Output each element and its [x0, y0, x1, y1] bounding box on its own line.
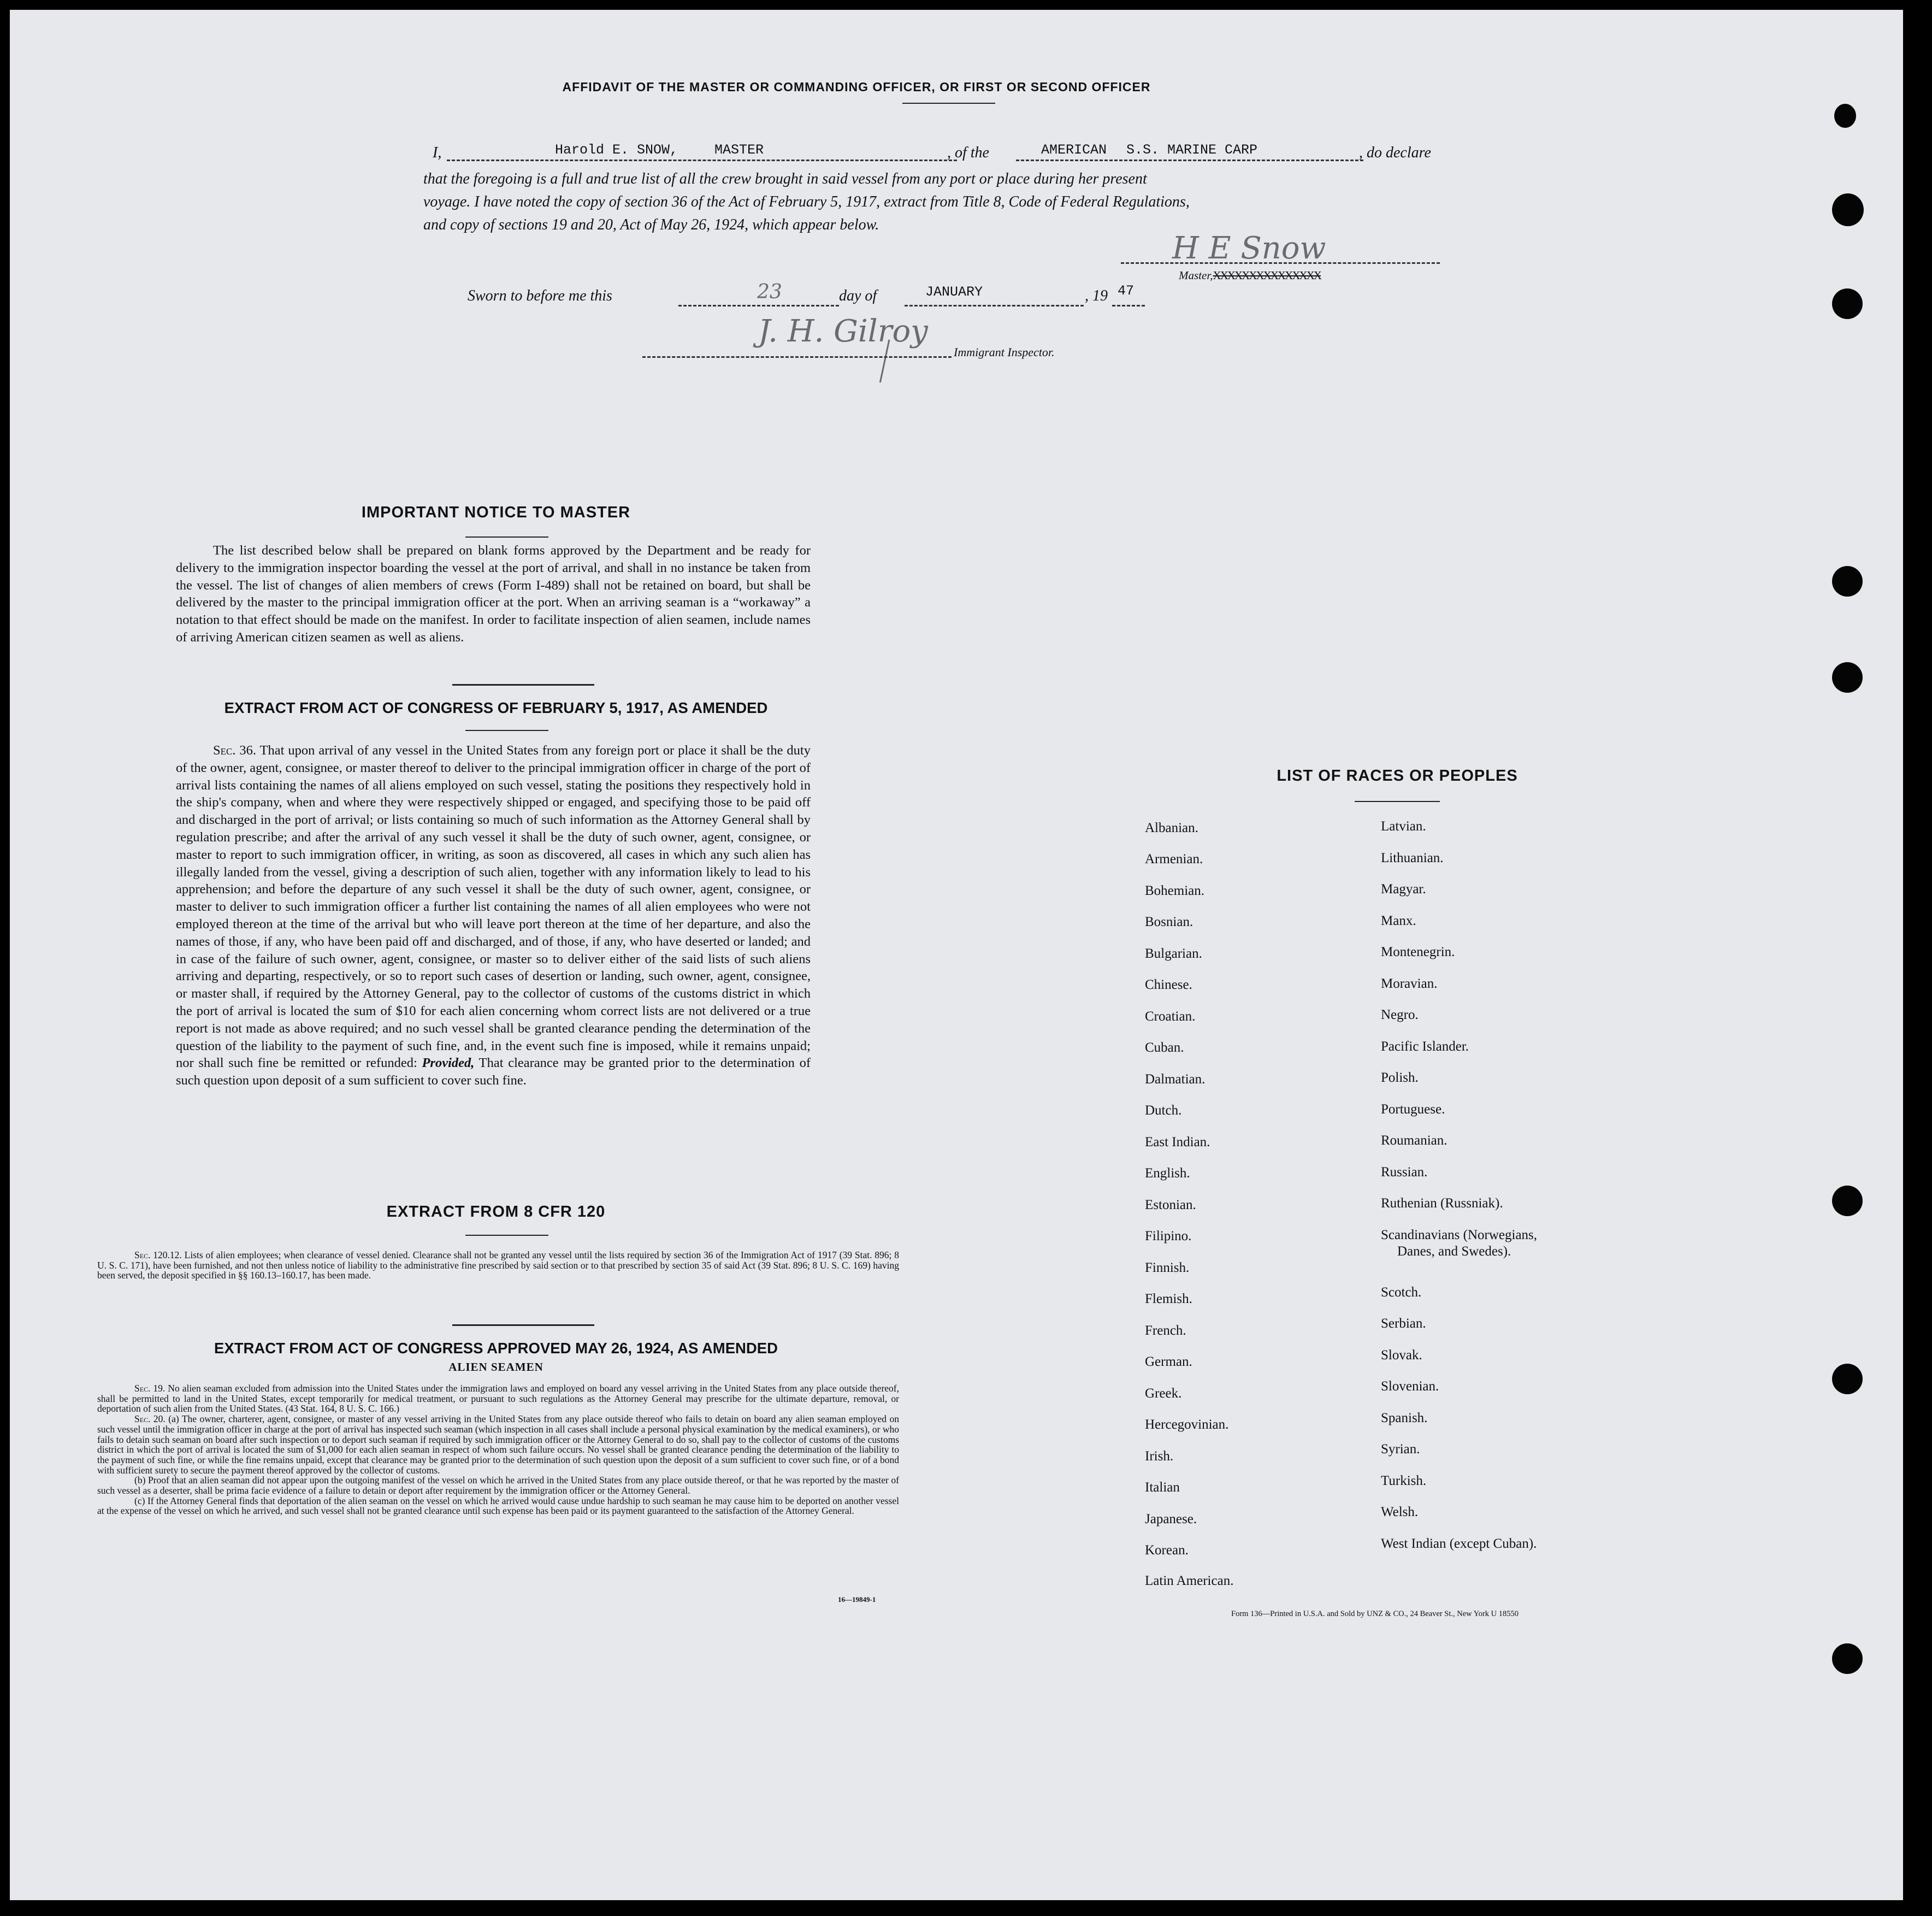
race-left-item: Armenian.: [1145, 852, 1203, 866]
extract-1924-body: [97, 1383, 899, 1516]
declarant-prefix: I,: [433, 144, 442, 161]
section-divider: [452, 1324, 594, 1326]
race-right-item: Spanish.: [1381, 1411, 1428, 1425]
of-the-text: , of the: [947, 144, 989, 161]
race-right-item: Ruthenian (Russniak).: [1381, 1196, 1503, 1211]
race-right-item: Portuguese.: [1381, 1102, 1445, 1117]
notice-body: The list described below shall be prepared on blank forms approved by the Department and be ready for delivery to the immigration inspector boarding the vessel at the port of arrival, and shall in no instance be taken from the vessel. The list of changes of alien members of crews (Form I-489) shall not be retained on board, but shall be delivered by the master to the principal immigration officer at the port. When an arriving seaman is a “workaway” a notation to that effect should be made on the manifest. In order to facilitate inspection of alien seamen, include names of arriving American citizen seamen as well as aliens.: [176, 543, 811, 645]
race-right-item: Turkish.: [1381, 1473, 1427, 1488]
race-right-item: Moravian.: [1381, 976, 1438, 991]
race-left-item: Dalmatian.: [1145, 1072, 1206, 1087]
master-signature: H E Snow: [1172, 231, 1326, 266]
extract-1917-body: [176, 742, 811, 1089]
race-right-item: West Indian (except Cuban).: [1381, 1536, 1537, 1551]
race-left-item: Japanese.: [1145, 1512, 1197, 1526]
sec-19-label: Sec. 19.: [134, 1383, 166, 1394]
sec-19-paragraph: [97, 1383, 899, 1414]
sec-36-text: That upon arrival of any vessel in the United States from any foreign port or place it shall be the duty of the owner, agent, consignee, or master thereof to deliver to the principal immigration officer in charge of the port of arrival lists containing the names of all aliens employed on such vessel, stating the positions they respectively hold in the ship's company, when and where they were respectively shipped or engaged, and specifying those to be paid off and discharged in the port of arrival; or lists containing so much of such information as the Attorney General shall by regulation prescribe; and after the arrival of any such vessel it shall be the duty of such owner, agent, consignee, or master to report to such immigration officer, in writing, as soon as discovered, all cases in which any such alien has illegally landed from the vessel, giving a description of such alien, together with any information likely to lead to his apprehension; and before the departure of any such vessel it shall be the duty of such owner, agent, consignee, or master to deliver to such immigration officer a further list containing the names of all alien employees who were not employed thereon at the time of the arrival but who will leave port thereon at the time of her departure, and also the names of those, if any, who have been paid off and discharged, and of those, if any, who have deserted or landed; and in case of the failure of such owner, agent, consignee, or master so to deliver either of the said lists of such aliens arriving and departing, respectively, or so to report such cases of desertion or landing, such owner, agent, consignee, or master shall, if required by the Attorney General, pay to the collector of customs of the customs district in which the port of arrival is located the sum of $10 for each alien concerning whom correct lists are not delivered or a true report is not made as above required; and no such vessel shall be granted clearance pending the determination of the question of the liability to the payment of such fine, and, in the event such fine is imposed, while it remains unpaid; nor shall such fine be remitted or refunded:: [176, 743, 811, 1071]
print-code: 16—19849-1: [838, 1595, 876, 1603]
race-right-item: Slovenian.: [1381, 1379, 1439, 1394]
race-left-item: Estonian.: [1145, 1198, 1196, 1212]
extract-1917-heading: EXTRACT FROM ACT OF CONGRESS OF FEBRUARY 5, 1917, AS AMENDED: [224, 699, 768, 716]
extract-cfr-body: [97, 1250, 899, 1281]
sec-36-text-end: That clearance may be granted prior to the determination of such question upon deposit of a sum sufficient to cover such fine.: [176, 1056, 811, 1088]
master-caption: [1179, 269, 1321, 282]
inspector-signature: J. H. Gilroy: [758, 314, 928, 349]
punch-hole: [1832, 566, 1863, 597]
punch-hole: [1832, 193, 1864, 226]
sec-20-label: Sec. 20.: [134, 1413, 166, 1425]
race-right-item: Serbian.: [1381, 1316, 1426, 1331]
race-left-item: English.: [1145, 1166, 1190, 1181]
vessel-name: S.S. MARINE CARP: [1126, 142, 1258, 158]
race-left-item: Chinese.: [1145, 977, 1192, 992]
race-right-item: Scotch.: [1381, 1285, 1422, 1300]
vessel-nationality: AMERICAN: [1041, 142, 1107, 158]
punch-hole: [1832, 1643, 1863, 1674]
vessel-blank-line: [1016, 160, 1363, 161]
race-right-item: Negro.: [1381, 1007, 1419, 1022]
day-number: 23: [757, 281, 782, 303]
master-caption-label: Master,: [1179, 269, 1213, 282]
race-left-item: German.: [1145, 1354, 1192, 1369]
master-name: Harold E. SNOW,: [555, 142, 678, 158]
sec-20a-text: (a) The owner, charterer, agent, consignee, or master of any vessel arriving in the United States from any place outside thereof who fails to detain on board any alien seaman employed on such vessel until the immigration officer in charge at the port of arrival has inspected such seaman (which inspection in all cases shall include a personal physical examination by the medical examiners), or who fails to detain such seaman on board after such inspection or to deport such seaman if required by such immigration officer or the Attorney General to do so, shall pay to the collector of customs of the customs district in which the port of arrival is located the sum of $1,000 for each alien seaman in respect of whom such failure occurs. No vessel shall be granted clearance pending the determination of the liability to the payment of such fine, or while the fine remains unpaid, except that clearance may be granted prior to the determination of such question upon the deposit of a sum sufficient to cover such fine, or of a bond with sufficient surety to secure the payment thereof approved by the collector of customs.: [97, 1413, 899, 1476]
race-left-item: Flemish.: [1145, 1292, 1192, 1306]
race-left-item: Croatian.: [1145, 1009, 1196, 1024]
race-right-item: Lithuanian.: [1381, 851, 1444, 865]
race-left-item: Bosnian.: [1145, 915, 1194, 929]
inspector-caption: Immigrant Inspector.: [954, 345, 1055, 359]
sec-120-12-label: Sec. 120.12.: [134, 1249, 182, 1260]
name-blank-line: [447, 160, 957, 161]
races-heading-rule: [1355, 801, 1440, 802]
race-right-item: Latvian.: [1381, 819, 1426, 834]
extract-1924-heading: EXTRACT FROM ACT OF CONGRESS APPROVED MAY 26, 1924, AS AMENDED: [214, 1340, 778, 1357]
master-rank: MASTER: [714, 142, 764, 158]
extract-cfr-heading-rule: [465, 1235, 548, 1236]
race-left-item: Latin American.: [1145, 1573, 1234, 1588]
race-left-item: Albanian.: [1145, 821, 1198, 835]
section-divider: [452, 684, 594, 686]
day-blank-line: [678, 305, 839, 306]
race-left-item: Hercegovinian.: [1145, 1417, 1229, 1432]
sec-20a-paragraph: [97, 1414, 899, 1475]
inspector-signature-line: [642, 356, 952, 358]
race-left-item: Greek.: [1145, 1386, 1182, 1401]
punch-hole: [1832, 662, 1863, 693]
master-signature-line: [1121, 262, 1440, 264]
punch-hole: [1832, 1364, 1863, 1394]
notice-heading-rule: [465, 537, 548, 538]
race-right-item: Scandinavians (Norwegians,: [1381, 1228, 1538, 1242]
alien-seamen-subheading: ALIEN SEAMEN: [448, 1360, 543, 1373]
race-left-item: East Indian.: [1145, 1135, 1210, 1149]
title-underline: [902, 103, 995, 104]
form-footer: Form 136—Printed in U.S.A. and Sold by UNZ & CO., 24 Beaver St., New York U 18550: [1231, 1610, 1519, 1618]
sec-20c-paragraph: (c) If the Attorney General finds that deportation of the alien seaman on the vessel on which he arrived would cause undue hardship to such seaman he may cause him to be deported on another vessel at the expense of the vessel on which he arrived, and such vessel shall not be granted clearance until such expense has been paid or its payment guaranteed to the satisfaction of the Attorney General.: [97, 1495, 899, 1517]
document-page: [10, 10, 1903, 1900]
month-blank-line: [905, 305, 1084, 306]
race-right-item: Montenegrin.: [1381, 945, 1455, 959]
race-right-item: Welsh.: [1381, 1505, 1419, 1519]
race-left-item: Bohemian.: [1145, 883, 1205, 898]
race-left-item: Korean.: [1145, 1543, 1189, 1558]
race-right-item: Slovak.: [1381, 1348, 1422, 1363]
race-right-item: Roumanian.: [1381, 1133, 1447, 1148]
year-suffix: 47: [1118, 283, 1135, 299]
year-prefix: , 19: [1085, 287, 1108, 304]
race-left-item: Cuban.: [1145, 1040, 1184, 1055]
master-caption-struck: XXXXXXXXXXXXXXX: [1213, 269, 1321, 282]
race-left-item: French.: [1145, 1323, 1186, 1338]
sworn-text: Sworn to before me this: [468, 287, 612, 304]
punch-hole: [1832, 288, 1863, 319]
race-right-item: Manx.: [1381, 913, 1416, 928]
race-left-item: Finnish.: [1145, 1260, 1190, 1275]
sec-19-text: No alien seaman excluded from admission into the United States under the immigration laws and employed on board any vessel arriving in the United States from any place outside thereof, shall be permitted to land in the United States, except temporarily for medical treatment, or pursuant to such regulations as the Attorney General may prescribe for the ultimate departure, removal, or deportation of such alien from the United States. (43 Stat. 164, 8 U. S. C. 166.): [97, 1383, 899, 1414]
race-right-item: Danes, and Swedes).: [1397, 1244, 1511, 1259]
sec-36-label: Sec. 36.: [213, 743, 257, 758]
race-left-item: Dutch.: [1145, 1103, 1182, 1118]
affidavit-line-2: that the foregoing is a full and true list of all the crew brought in said vessel from any port or place during her present: [423, 170, 1147, 187]
notice-heading: IMPORTANT NOTICE TO MASTER: [361, 504, 631, 521]
affidavit-line-3: voyage. I have noted the copy of section 36 of the Act of February 5, 1917, extract from Title 8, Code of Federal Regulations,: [423, 193, 1190, 210]
race-left-item: Bulgarian.: [1145, 946, 1202, 961]
sec-36-provided: Provided,: [422, 1056, 475, 1071]
race-right-item: Pacific Islander.: [1381, 1039, 1469, 1054]
sec-20b-paragraph: (b) Proof that an alien seaman did not appear upon the outgoing manifest of the vessel on which he arrived in the United States from any place outside thereof, or that he was reported by the master of such vessel as a deserter, shall be prima facie evidence of a failure to detain or deport after requirement by the immigration officer or the Attorney General.: [97, 1475, 899, 1496]
sworn-month: JANUARY: [925, 284, 983, 300]
race-left-item: Filipino.: [1145, 1229, 1192, 1243]
race-left-item: Irish.: [1145, 1449, 1174, 1464]
do-declare-text: , do declare: [1359, 144, 1431, 161]
race-right-item: Magyar.: [1381, 882, 1426, 897]
sec-120-12-text: Lists of alien employees; when clearance of vessel denied. Clearance shall not be granted any vessel until the lists required by section 36 of the Immigration Act of 1917 (39 Stat. 896; 8 U. S. C. 171), have been furnished, and not then unless notice of liability to the administrative fine prescribed by said section or to that prescribed by section 35 of said Act (39 Stat. 896; 8 U. S. C. 169) having been served, the deposit specified in §§ 160.13–160.17, has been made.: [97, 1249, 899, 1281]
year-blank-line: [1112, 305, 1145, 306]
affidavit-title: AFFIDAVIT OF THE MASTER OR COMMANDING OFFICER, OR FIRST OR SECOND OFFICER: [562, 80, 1151, 94]
races-heading: LIST OF RACES OR PEOPLES: [1277, 767, 1518, 785]
day-of-text: day of: [839, 287, 877, 304]
extract-cfr-heading: EXTRACT FROM 8 CFR 120: [386, 1203, 606, 1221]
race-right-item: Syrian.: [1381, 1442, 1420, 1457]
extract-1917-heading-rule: [465, 730, 548, 731]
affidavit-line-4: and copy of sections 19 and 20, Act of May 26, 1924, which appear below.: [423, 216, 879, 233]
race-left-item: Italian: [1145, 1480, 1180, 1495]
punch-hole: [1832, 1186, 1863, 1216]
race-right-item: Russian.: [1381, 1165, 1428, 1180]
race-right-item: Polish.: [1381, 1070, 1419, 1085]
punch-hole: [1834, 104, 1856, 128]
